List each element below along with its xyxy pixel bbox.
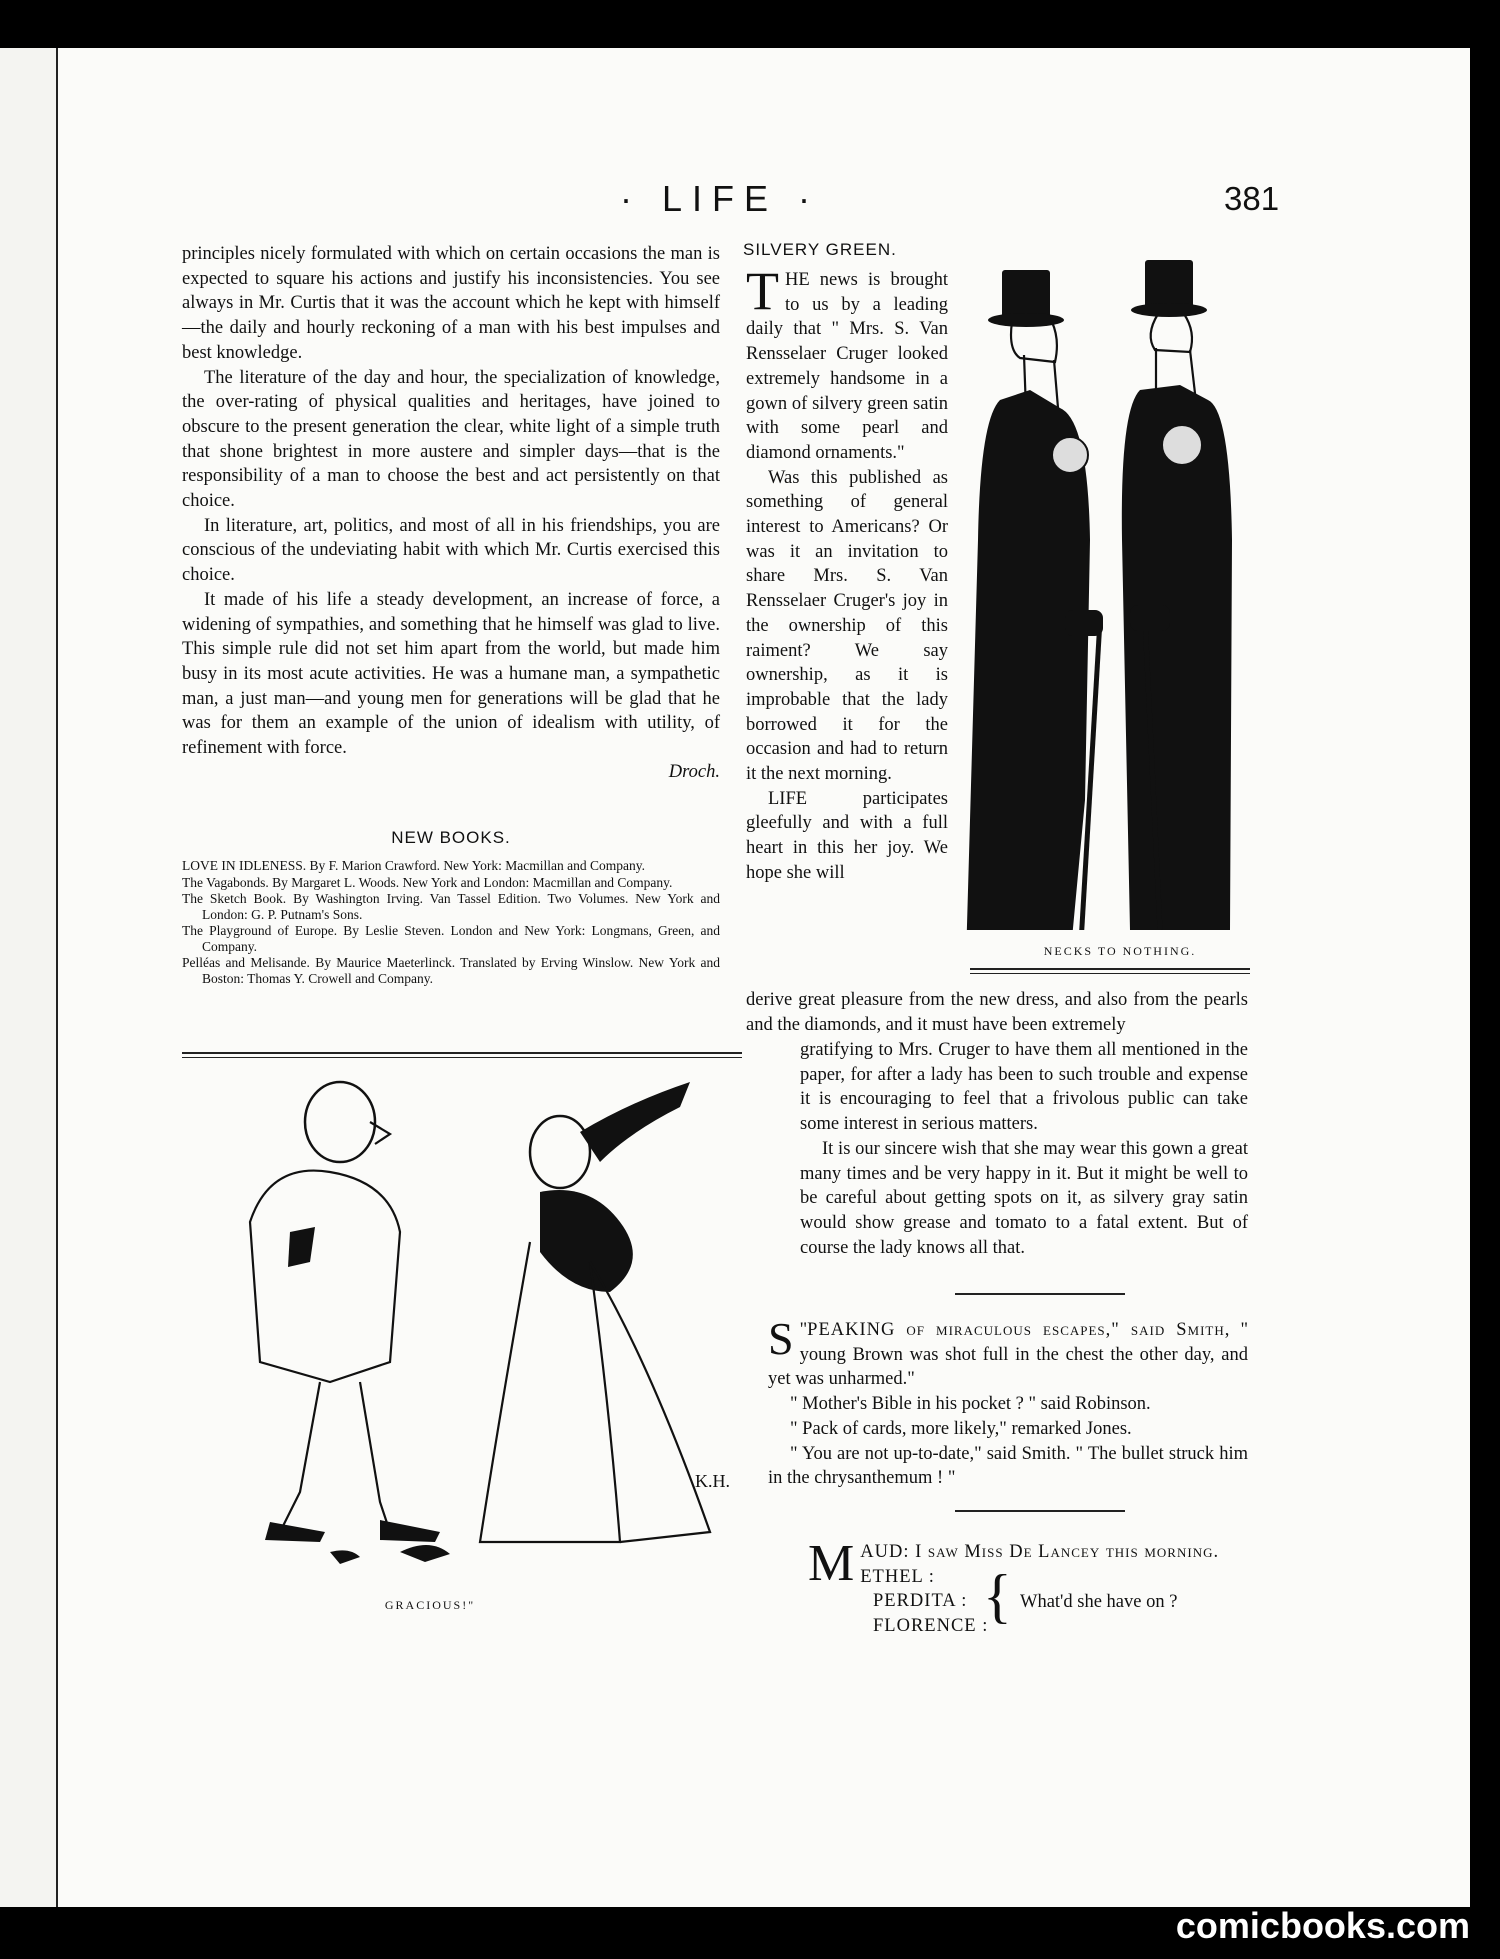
silvery-green-heading: SILVERY GREEN. (743, 240, 897, 259)
artist-signature: K.H. (695, 1471, 730, 1491)
open-quote: " (799, 1320, 808, 1340)
old-man-figure (250, 1082, 440, 1542)
magazine-title: · LIFE · (619, 178, 820, 219)
page-number: 381 (1224, 180, 1280, 217)
essay-column (182, 242, 720, 784)
essay-paragraph-1: principles nicely formulated with which on certain occasions the man is expected to square his actions and justify his inconsistencies. You see always in Mr. Curtis that it was the account which he kept with himself—the daily and hourly reckoning of a man with his best impulses and best knowledge. (182, 244, 720, 363)
dropcap-t: T (746, 261, 779, 321)
group-reply: What'd she have on ? (1020, 1592, 1178, 1612)
section-divider (182, 1052, 742, 1058)
silvery-green-continued-text: gratifying to Mrs. Cruger to have them all mentioned in the paper, for after a lady has been to such trouble and expense it is encouraging to feel that a frivolous public can take some interest in serious matters. (800, 1040, 1248, 1135)
brace-symbol: { (983, 1563, 1012, 1629)
silvery-green-p2: Was this published as something of general interest to Americans? Or was it an invitation to share Mrs. S. Van Rensselaer Cruger's joy in the ownership of this raiment? We say ownership, as it is improbable that the lady borrowed it for the occasion and had to return it the next morning. (746, 467, 948, 785)
maud-first-line: AUD: I saw Miss De Lancey this morning. (860, 1542, 1220, 1562)
right-gentleman (1122, 260, 1232, 930)
speaking-line-2: " Mother's Bible in his pocket ? " said Robinson. (790, 1394, 1151, 1415)
essay-signature: Droch. (668, 761, 720, 782)
gracious-caption: GRACIOUS!" (384, 1598, 476, 1612)
necks-caption: NECKS TO NOTHING. (1043, 944, 1197, 958)
speaker-ethel: ETHEL : (860, 1566, 935, 1587)
book-entry: The Sketch Book. By Washington Irving. Van Tassel Edition. Two Volumes. New York and London: G. P. Putnam's Sons. (182, 891, 720, 922)
silvery-green-narrow-column (746, 261, 948, 886)
speaking-rest: " young Brown was shot full in the chest the other day, and yet was unharmed." (768, 1320, 1248, 1390)
new-books-heading: NEW BOOKS. (391, 828, 511, 847)
dropcap-s: S (768, 1313, 794, 1364)
speaking-first-line: PEAKING of miraculous escapes," said Smith, (807, 1320, 1231, 1340)
watermark-logo: comicbooks.com (1175, 1905, 1470, 1946)
left-gentleman (966, 270, 1103, 930)
silvery-green-p3: LIFE participates gleefully and with a full heart in this her joy. We hope she will (746, 788, 948, 883)
lady-figure (480, 1082, 710, 1542)
essay-paragraph-2: The literature of the day and hour, the specialization of knowledge, the over-rating of physical qualities and heritages, have joined to obscure to the present generation the clear, white light of a simple truth that shone brightest in more austere and simpler days—that is the responsibility of a man to choose the best and act persistently on that choice. (182, 367, 720, 512)
silvery-green-wide-line: derive great pleasure from the new dress, and also from the pearls and the diamonds, and it must have been extremely (746, 990, 1248, 1035)
caption-divider (970, 968, 1250, 974)
speaking-joke (768, 1313, 1248, 1491)
necks-to-nothing-illustration (960, 240, 1250, 930)
essay-paragraph-4: It made of his life a steady development, an increase of force, a widening of sympathies, and something that he himself was glad to live. This simple rule did not set him apart from the world, but made him busy in its most acute activities. He was a humane man, a sympathetic man, a just man—and young men for generations will be glad that he was for them an example of the union of idealism with utility, of refinement with force. (182, 589, 720, 759)
essay-paragraph-3: In literature, art, politics, and most of all in his friendships, you are conscious of the undeviating habit with which Mr. Curtis exercised this choice. (182, 515, 720, 586)
speaking-line-4: " You are not up-to-date," said Smith. " The bullet struck him in the chrysanthemum ! " (768, 1443, 1248, 1489)
gracious-illustration (150, 1062, 750, 1582)
book-entry: Pelléas and Melisande. By Maurice Maeterlinck. Translated by Erving Winslow. New York and Boston: Thomas Y. Crowell and Company. (182, 955, 720, 986)
silvery-green-intro: HE news is brought to us by a leading daily that " Mrs. S. Van Rensselaer Cruger looked extremely handsome in a gown of silvery green satin with some pearl and diamond ornaments." (746, 270, 948, 463)
book-entry: The Vagabonds. By Margaret L. Woods. New York and London: Macmillan and Company. (182, 874, 673, 890)
dropped-object (330, 1550, 360, 1564)
speaking-line-3: " Pack of cards, more likely," remarked Jones. (790, 1418, 1132, 1439)
silvery-green-continued (800, 1038, 1248, 1260)
new-books-list (182, 858, 720, 987)
speaker-florence: FLORENCE : (873, 1616, 989, 1637)
book-entry: The Playground of Europe. By Leslie Steven. London and New York: Longmans, Green, and Company. (182, 923, 720, 954)
short-divider-1 (955, 1293, 1125, 1295)
speaker-perdita: PERDITA : (873, 1591, 968, 1612)
dropped-object (400, 1545, 450, 1562)
dropcap-m: M (808, 1535, 855, 1592)
silvery-green-closing: It is our sincere wish that she may wear this gown a great many times and be very happy in it. But it might be well to be careful about getting spots on it, as silvery gray satin would show grease and tomato to a fatal extent. But of course the lady knows all that. (800, 1138, 1248, 1258)
book-entry: LOVE IN IDLENESS. By F. Marion Crawford. New York: Macmillan and Company. (182, 858, 645, 873)
short-divider-2 (955, 1510, 1125, 1512)
previous-page-edge (0, 48, 59, 1907)
maud-dialogue (808, 1535, 1248, 1639)
